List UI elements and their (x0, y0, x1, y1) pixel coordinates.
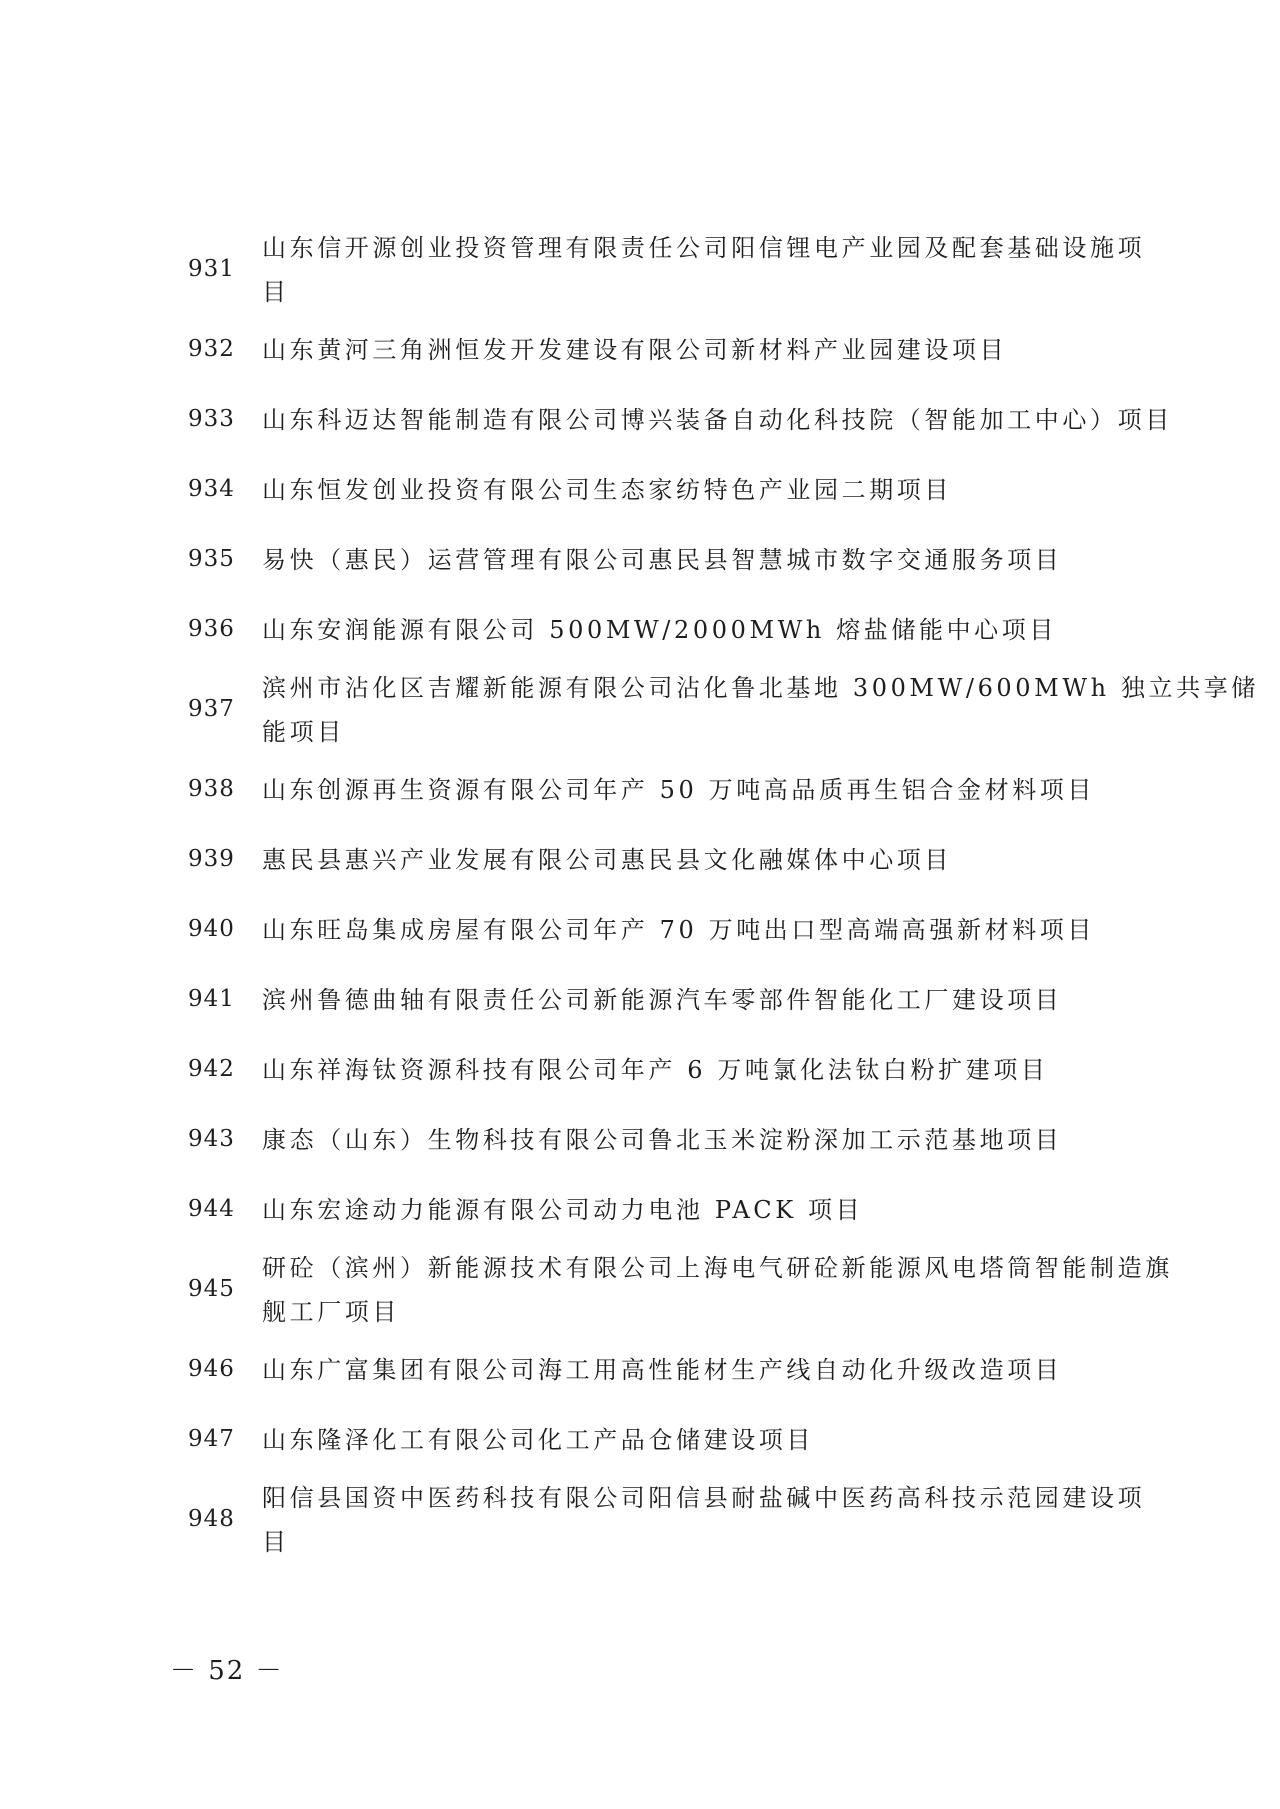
item-text: 阳信县国资中医药科技有限公司阳信县耐盐碱中医药高科技示范园建设项 (262, 1484, 1146, 1512)
item-text-continued: 目 (262, 1528, 290, 1556)
item-text: 滨州市沾化区吉耀新能源有限公司沾化鲁北基地 300MW/600MWh 独立共享储 (262, 674, 1259, 702)
item-text: 山东信开源创业投资管理有限责任公司阳信锂电产业园及配套基础设施项 (262, 234, 1146, 262)
item-number: 944 (188, 1196, 235, 1222)
item-number: 933 (188, 406, 235, 432)
item-text: 山东祥海钛资源科技有限公司年产 6 万吨氯化法钛白粉扩建项目 (262, 1056, 1049, 1084)
item-number: 943 (188, 1126, 235, 1152)
item-text: 山东隆泽化工有限公司化工产品仓储建设项目 (262, 1426, 814, 1454)
item-text: 山东黄河三角洲恒发开发建设有限公司新材料产业园建设项目 (262, 336, 1008, 364)
item-text: 滨州鲁德曲轴有限责任公司新能源汽车零部件智能化工厂建设项目 (262, 986, 1063, 1014)
item-number: 934 (188, 476, 235, 502)
item-number: 945 (188, 1276, 235, 1302)
item-text: 易快（惠民）运营管理有限公司惠民县智慧城市数字交通服务项目 (262, 546, 1063, 574)
item-text: 山东恒发创业投资有限公司生态家纺特色产业园二期项目 (262, 476, 952, 504)
item-number: 932 (188, 336, 235, 362)
item-text: 山东科迈达智能制造有限公司博兴装备自动化科技院（智能加工中心）项目 (262, 406, 1173, 434)
item-text: 惠民县惠兴产业发展有限公司惠民县文化融媒体中心项目 (262, 846, 952, 874)
item-number: 935 (188, 546, 235, 572)
item-number: 931 (188, 256, 235, 282)
item-number: 939 (188, 846, 235, 872)
item-number: 937 (188, 696, 235, 722)
item-text: 研砼（滨州）新能源技术有限公司上海电气研砼新能源风电塔筒智能制造旗 (262, 1254, 1173, 1282)
item-number: 947 (188, 1426, 235, 1452)
page-number: － 52 － (170, 1656, 284, 1686)
item-text: 山东广富集团有限公司海工用高性能材生产线自动化升级改造项目 (262, 1356, 1063, 1384)
item-text: 山东安润能源有限公司 500MW/2000MWh 熔盐储能中心项目 (262, 616, 1057, 644)
item-text: 山东宏途动力能源有限公司动力电池 PACK 项目 (262, 1196, 864, 1224)
item-number: 940 (188, 916, 235, 942)
item-text: 康态（山东）生物科技有限公司鲁北玉米淀粉深加工示范基地项目 (262, 1126, 1063, 1154)
item-number: 942 (188, 1056, 235, 1082)
item-number: 946 (188, 1356, 235, 1382)
item-number: 941 (188, 986, 235, 1012)
item-text-continued: 舰工厂项目 (262, 1298, 400, 1326)
item-text: 山东旺岛集成房屋有限公司年产 70 万吨出口型高端高强新材料项目 (262, 916, 1095, 944)
item-number: 936 (188, 616, 235, 642)
item-text: 山东创源再生资源有限公司年产 50 万吨高品质再生铝合金材料项目 (262, 776, 1095, 804)
item-text-continued: 目 (262, 278, 290, 306)
item-text-continued: 能项目 (262, 718, 345, 746)
item-number: 938 (188, 776, 235, 802)
item-number: 948 (188, 1506, 235, 1532)
